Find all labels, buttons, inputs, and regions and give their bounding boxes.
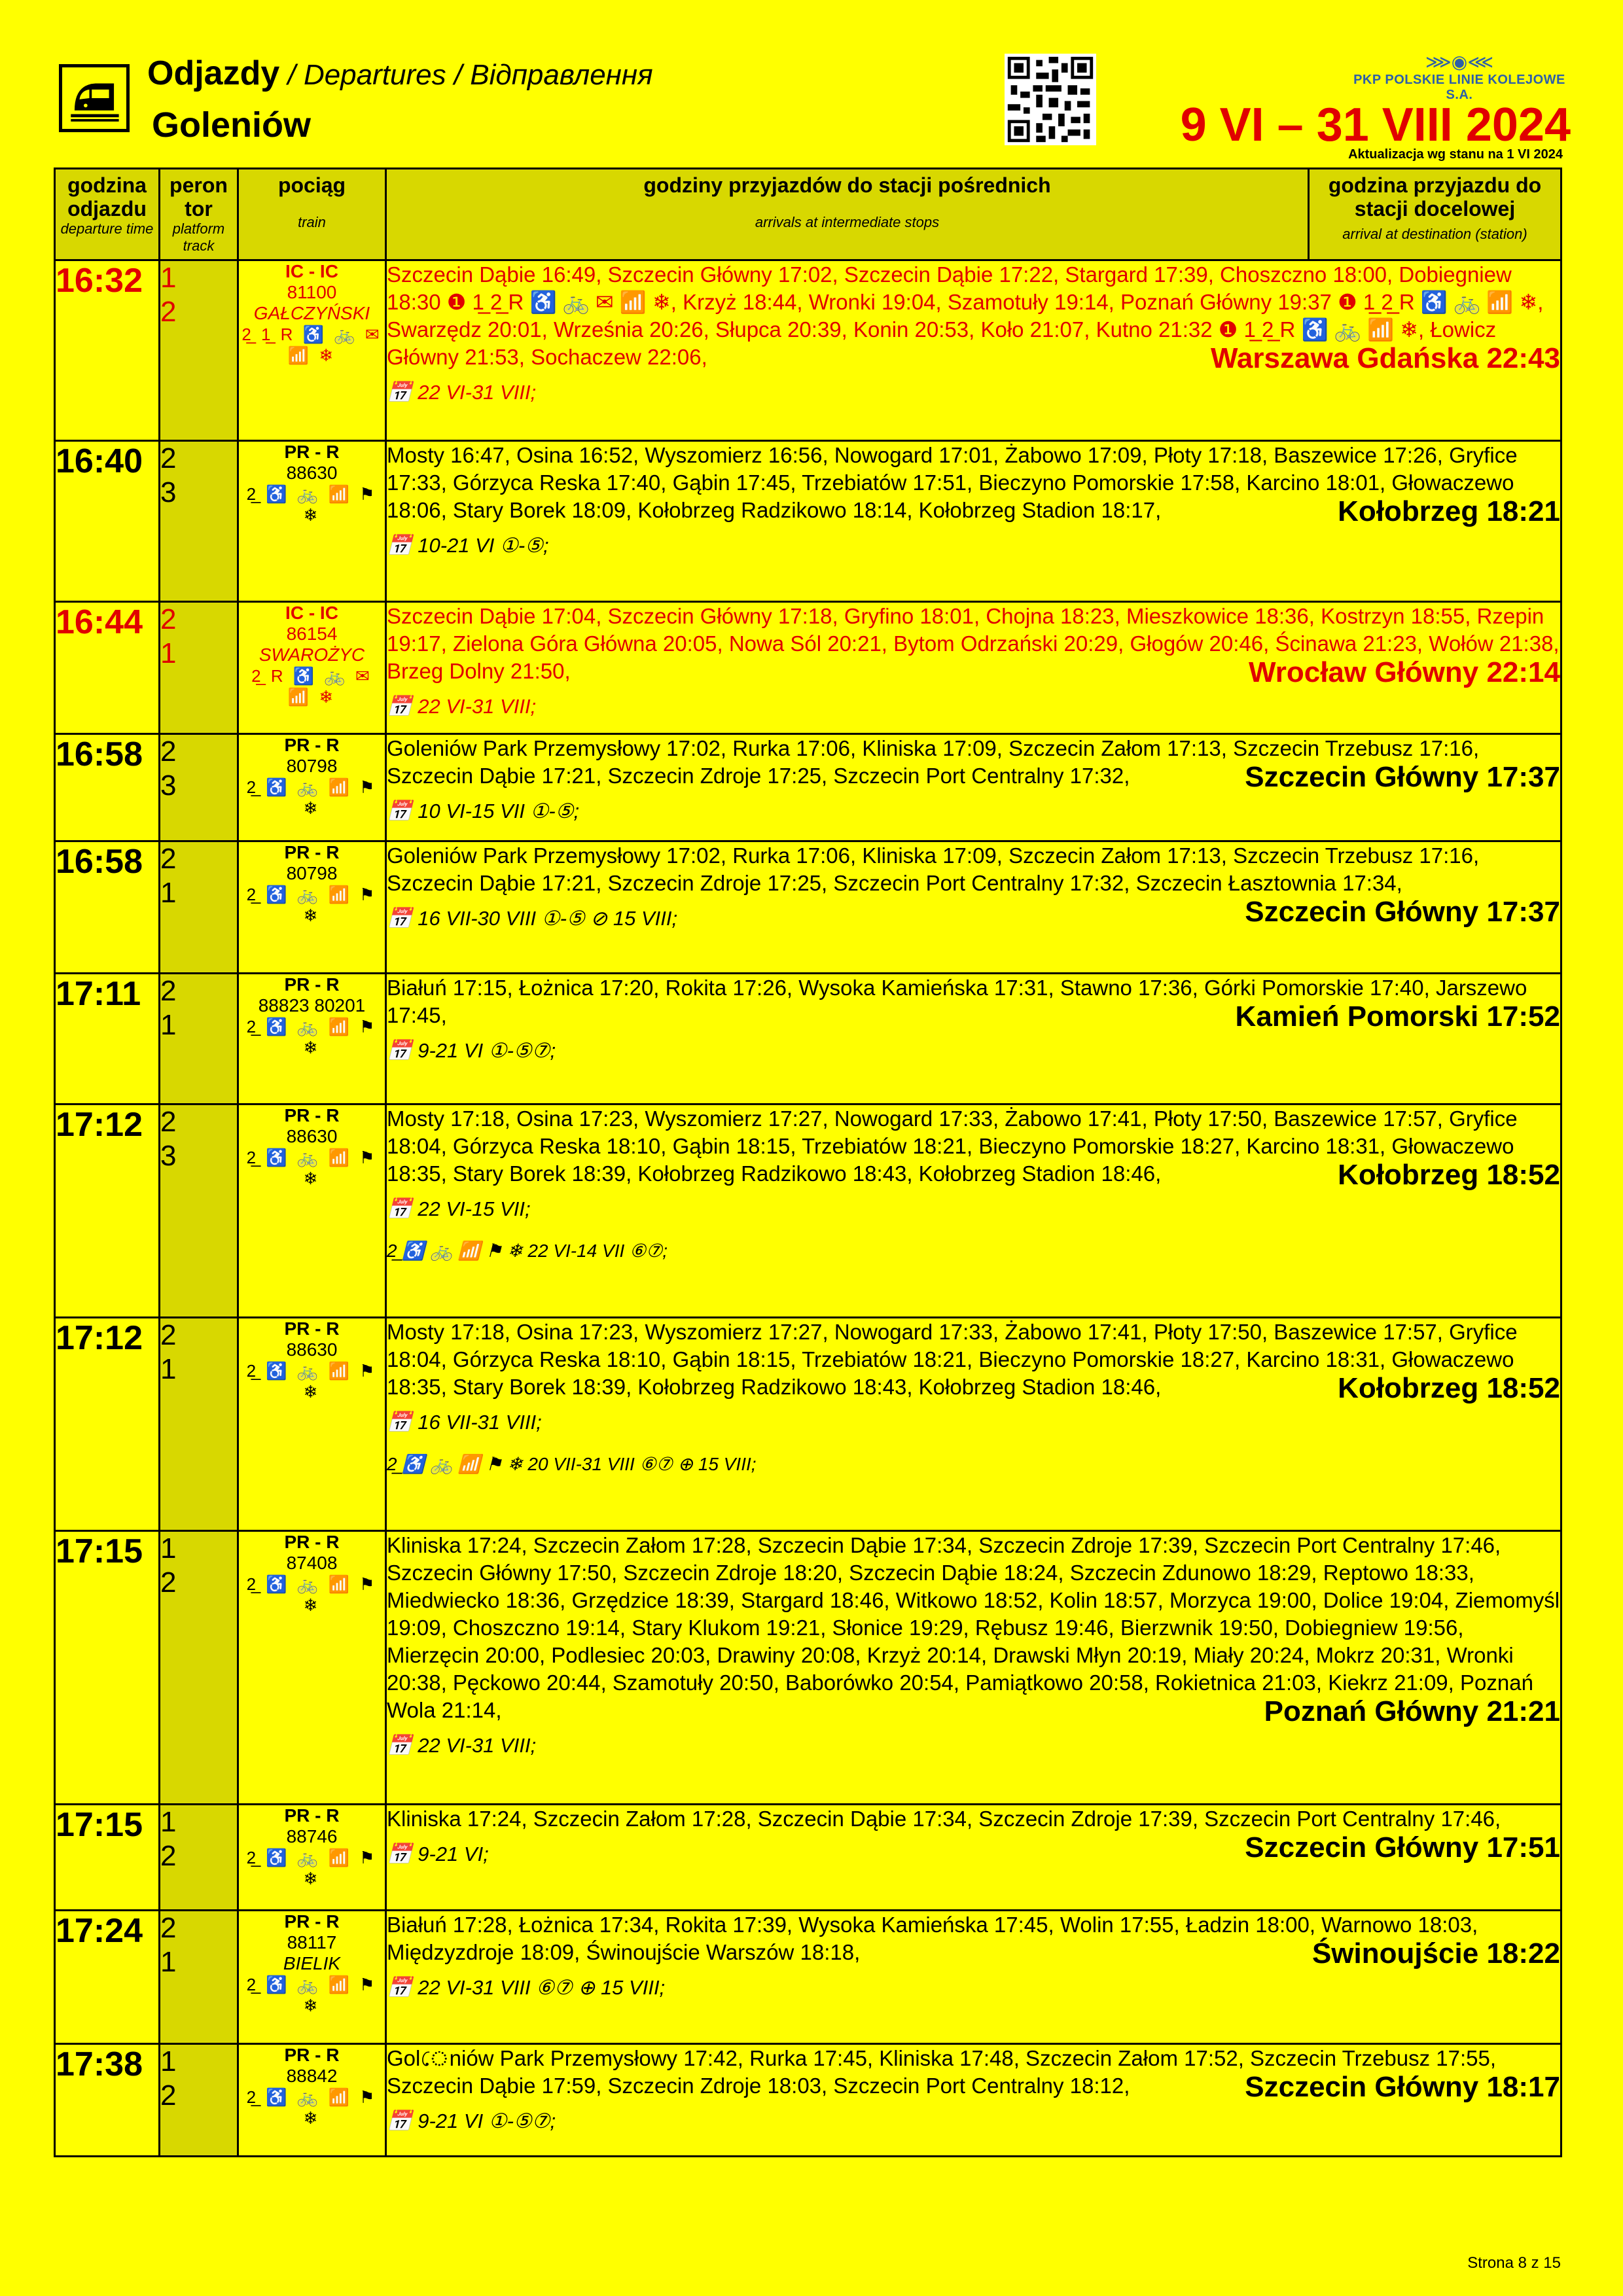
destination: Kołobrzeg 18:52 [1338,1159,1560,1191]
train-info: PR - R 88630 2̲ ♿ 🚲 📶 ⚑ ❄ [238,441,386,602]
platform-track: 1 2 [160,2044,238,2157]
calendar-note-2: 2̲ ♿ 🚲 📶 ⚑ ❄ 20 VII-31 VIII ⑥⑦ ⊕ 15 VIII; [387,1454,757,1474]
platform-track: 2 1 [160,1318,238,1531]
platform-track: 1 2 [160,1531,238,1805]
amenity-icons: 2̲ R ♿ 🚲 ✉ 📶 ❄ [251,666,372,707]
intermediate-stops: Szczecin Dąbie 17:04, Szczecin Główny 17:18, Gryfino 18:01, Chojna 18:23, Mieszkowice 18:36, Kostrzyn 18:55, Rzepin 19:17, Zielona Góra Główna 20:05, Nowa Sól 20:21, Bytom Odrzański 20:29, Głogów 20:46, Ścinawa 21:23, Wołów 21:38, Brzeg Dolny 21:50, [387,604,1560,683]
amenity-icons: 2̲ ♿ 🚲 📶 ⚑ ❄ [246,1361,378,1402]
stops-cell [386,1104,1561,1318]
table-row [55,1805,1561,1911]
calendar-icon: 📅 [387,800,412,822]
stops-cell [386,441,1561,602]
stops-cell [386,841,1561,974]
platform-track: 1 2 [160,1805,238,1911]
stops-cell [386,1531,1561,1805]
departure-time: 17:15 [55,1805,160,1911]
amenity-icons: 2̲ ♿ 🚲 📶 ⚑ ❄ [246,1574,378,1615]
calendar-note: 📅 9-21 VI ①-⑤⑦; [387,2110,556,2132]
train-info: PR - R 88842 2̲ ♿ 🚲 📶 ⚑ ❄ [238,2044,386,2157]
calendar-note: 📅 16 VII-31 VIII; [387,1411,542,1434]
calendar-note: 📅 22 VI-31 VIII ⑥⑦ ⊕ 15 VIII; [387,1976,666,1999]
stops-cell [386,260,1561,441]
calendar-icon: 📅 [387,1039,412,1062]
calendar-note: 📅 9-21 VI; [387,1843,489,1865]
col-stops: godziny przyjazdów do stacji pośrednich arrivals at intermediate stops [386,169,1309,260]
destination: Szczecin Główny 17:37 [1245,761,1560,793]
intermediate-stops: Kliniska 17:24, Szczecin Załom 17:28, Szczecin Dąbie 17:34, Szczecin Zdroje 17:39, Szczecin Port Centralny 17:46, [387,1807,1501,1831]
table-row [55,441,1561,602]
col-departure: godzina odjazdu departure time [55,169,160,260]
destination: Poznań Główny 21:21 [1264,1695,1560,1727]
calendar-note: 📅 10-21 VI ①-⑤; [387,534,549,557]
intermediate-stops: Mosty 16:47, Osina 16:52, Wyszomierz 16:56, Nowogard 17:01, Żabowo 17:09, Płoty 17:18, Baszewice 17:26, Gryfice 17:33, Górzyca Reska 17:40, Gąbin 17:45, Trzebiatów 17:51, Bieczyno Pomorskie 17:58, Karcino 18:01, Głowaczewo 18:06, Stary Borek 18:09, Kołobrzeg Radzikowo 18:14, Kołobrzeg Stadion 18:17, [387,443,1518,522]
destination: Kołobrzeg 18:52 [1338,1372,1560,1404]
departure-time: 17:15 [55,1531,160,1805]
table-row [55,1318,1561,1531]
departure-time: 17:24 [55,1911,160,2044]
calendar-icon: 📅 [387,1411,412,1434]
amenity-icons: 2̲ ♿ 🚲 📶 ⚑ ❄ [246,484,378,525]
table-row [55,2044,1561,2157]
intermediate-stops: Golেniów Park Przemysłowy 17:42, Rurka 17:45, Kliniska 17:48, Szczecin Załom 17:52, Szczecin Trzebusz 17:55, Szczecin Dąbie 17:59, Szczecin Zdroje 18:03, Szczecin Port Centralny 18:12, [387,2046,1497,2098]
table-row [55,1104,1561,1318]
calendar-note: 📅 22 VI-15 VII; [387,1197,531,1220]
calendar-note-2: 2̲ ♿ 🚲 📶 ⚑ ❄ 22 VI-14 VII ⑥⑦; [387,1241,668,1261]
calendar-icon: 📅 [387,1976,412,1999]
platform-track: 2 1 [160,1911,238,2044]
calendar-note: 📅 22 VI-31 VIII; [387,381,537,404]
departure-time: 17:38 [55,2044,160,2157]
stops-cell [386,1911,1561,2044]
train-info: PR - R 88630 2̲ ♿ 🚲 📶 ⚑ ❄ [238,1318,386,1531]
intermediate-stops: Mosty 17:18, Osina 17:23, Wyszomierz 17:27, Nowogard 17:33, Żabowo 17:41, Płoty 17:50, Baszewice 17:57, Gryfice 18:04, Górzyca Reska 18:10, Gąbin 18:15, Trzebiatów 18:21, Bieczyno Pomorskie 18:27, Karcino 18:31, Głowaczewo 18:35, Stary Borek 18:39, Kołobrzeg Radzikowo 18:43, Kołobrzeg Stadion 18:46, [387,1320,1518,1399]
amenity-icons: 2̲ ♿ 🚲 📶 ⚑ ❄ [246,1975,378,2015]
departure-time: 17:12 [55,1104,160,1318]
calendar-icon: 📅 [387,1843,412,1865]
calendar-note: 📅 22 VI-31 VIII; [387,1734,537,1757]
calendar-icon: 📅 [387,1734,412,1757]
destination: Warszawa Gdańska 22:43 [1211,342,1560,374]
wings-icon: ⋙◉⋘ [1425,52,1494,72]
calendar-icon: 📅 [387,695,412,718]
calendar-note: 📅 10 VI-15 VII ①-⑤; [387,800,580,822]
table-row [55,734,1561,841]
intermediate-stops: Białuń 17:15, Łożnica 17:20, Rokita 17:26, Wysoka Kamieńska 17:31, Stawno 17:36, Górki Pomorskie 17:40, Jarszewo 17:45, [387,976,1527,1027]
intermediate-stops: Goleniów Park Przemysłowy 17:02, Rurka 17:06, Kliniska 17:09, Szczecin Załom 17:13, Szczecin Trzebusz 17:16, Szczecin Dąbie 17:21, Szczecin Zdroje 17:25, Szczecin Port Centralny 17:32, Szczecin Łasztownia 17:34, [387,843,1480,895]
platform-track: 1 2 [160,260,238,441]
destination: Szczecin Główny 17:37 [1245,896,1560,928]
intermediate-stops: Szczecin Dąbie 16:49, Szczecin Główny 17:02, Szczecin Dąbie 17:22, Stargard 17:39, Choszczno 18:00, Dobiegniew 18:30 ❶ 1̲ 2̲ R ♿ 🚲 ✉ 📶 ❄, Krzyż 18:44, Wronki 19:04, Szamotuły 19:14, Poznań Główny 19:37 ❶ 1̲ 2̲ R ♿ 🚲 📶 ❄, Swarzędz 20:01, Września 20:26, Słupca 20:39, Konin 20:53, Koło 21:07, Kutno 21:32 ❶ 1̲ 2̲ R ♿ 🚲 📶 ❄, Łowicz Główny 21:53, Sochaczew 22:06, [387,262,1544,369]
platform-track: 2 1 [160,602,238,734]
carrier-logo: ⋙◉⋘ PKP POLSKIE LINIE KOLEJOWE S.A. [1348,51,1571,97]
amenity-icons: 2̲ ♿ 🚲 📶 ⚑ ❄ [246,1148,378,1188]
platform-track: 2 3 [160,1104,238,1318]
train-info: IC - IC 86154 SWAROŻYC 2̲ R ♿ 🚲 ✉ 📶 ❄ [238,602,386,734]
page-title: Odjazdy / Departures / Відправлення [147,54,653,92]
table-row [55,841,1561,974]
table-row [55,260,1561,441]
amenity-icons: 2̲ 1̲ R ♿ 🚲 ✉ 📶 ❄ [241,325,382,365]
train-info: PR - R 88746 2̲ ♿ 🚲 📶 ⚑ ❄ [238,1805,386,1911]
amenity-icons: 2̲ ♿ 🚲 📶 ⚑ ❄ [246,1017,378,1057]
destination: Szczecin Główny 17:51 [1245,1831,1560,1863]
stops-cell [386,1805,1561,1911]
destination: Wrocław Główny 22:14 [1248,656,1560,688]
train-info: PR - R 80798 2̲ ♿ 🚲 📶 ⚑ ❄ [238,734,386,841]
departure-time: 16:58 [55,734,160,841]
calendar-icon: 📅 [387,1197,412,1220]
calendar-note: 📅 9-21 VI ①-⑤⑦; [387,1039,556,1062]
amenity-icons: 2̲ ♿ 🚲 📶 ⚑ ❄ [246,2087,378,2128]
platform-track: 2 3 [160,441,238,602]
table-row [55,1911,1561,2044]
table-header [55,169,1561,260]
train-info: PR - R 88117 BIELIK 2̲ ♿ 🚲 📶 ⚑ ❄ [238,1911,386,2044]
stops-cell [386,734,1561,841]
calendar-icon: 📅 [387,907,412,930]
train-info: PR - R 88630 2̲ ♿ 🚲 📶 ⚑ ❄ [238,1104,386,1318]
table-row [55,602,1561,734]
destination: Kołobrzeg 18:21 [1338,495,1560,527]
train-info: IC - IC 81100 GAŁCZYŃSKI 2̲ 1̲ R ♿ 🚲 ✉ 📶 ❄ [238,260,386,441]
table-row [55,1531,1561,1805]
departure-time: 17:11 [55,974,160,1104]
col-train: pociąg train [238,169,386,260]
calendar-note: 📅 16 VII-30 VIII ①-⑤ ⊘ 15 VIII; [387,907,678,930]
intermediate-stops: Białuń 17:28, Łożnica 17:34, Rokita 17:39, Wysoka Kamieńska 17:45, Wolin 17:55, Ładzin 18:00, Warnowo 18:03, Międzyzdroje 18:09, Świnoujście Warszów 18:18, [387,1913,1478,1964]
stops-cell [386,974,1561,1104]
station-name: Goleniów [152,105,311,145]
destination: Kamień Pomorski 17:52 [1235,1000,1560,1033]
header [0,0,1623,167]
departures-table [54,168,1562,2157]
platform-track: 2 3 [160,734,238,841]
stops-cell [386,602,1561,734]
train-info: PR - R 87408 2̲ ♿ 🚲 📶 ⚑ ❄ [238,1531,386,1805]
stops-cell [386,1318,1561,1531]
platform-track: 2 1 [160,841,238,974]
destination: Świnoujście 18:22 [1311,1937,1560,1969]
stops-cell [386,2044,1561,2157]
calendar-icon: 📅 [387,381,412,404]
amenity-icons: 2̲ ♿ 🚲 📶 ⚑ ❄ [246,885,378,925]
col-destination: godzina przyjazdu do stacji docelowej arrival at destination (station) [1309,169,1561,260]
intermediate-stops: Kliniska 17:24, Szczecin Załom 17:28, Szczecin Dąbie 17:34, Szczecin Zdroje 17:39, Szczecin Port Centralny 17:46, Szczecin Główny 17:50, Szczecin Zdroje 18:20, Szczecin Dąbie 18:24, Szczecin Zdunowo 18:29, Reptowo 18:33, Miedwiecko 18:36, Grzędzice 18:39, Stargard 18:46, Witkowo 18:52, Kolin 18:57, Morzyca 19:00, Dolice 19:04, Ziemomyśl 19:09, Choszczno 19:14, Stary Klukom 19:21, Słonice 19:29, Rębusz 19:46, Bierzwnik 19:50, Dobiegniew 19:56, Mierzęcin 20:00, Podlesiec 20:03, Drawiny 20:08, Krzyż 20:14, Drawski Młyn 20:19, Miały 20:24, Mokrz 20:31, Wronki 20:38, Pęckowo 20:44, Szamotuły 20:50, Baborówko 20:54, Pamiątkowo 20:58, Rokietnica 21:03, Kiekrz 21:09, Poznań Wola 21:14, [387,1533,1560,1722]
page-number: Strona 8 z 15 [1467,2254,1561,2272]
update-note: Aktualizacja wg stanu na 1 VI 2024 [1348,147,1563,162]
platform-track: 2 1 [160,974,238,1104]
departure-time: 16:32 [55,260,160,441]
train-info: PR - R 80798 2̲ ♿ 🚲 📶 ⚑ ❄ [238,841,386,974]
calendar-note: 📅 22 VI-31 VIII; [387,695,537,718]
departure-time: 17:12 [55,1318,160,1531]
departure-time: 16:40 [55,441,160,602]
train-info: PR - R 88823 80201 2̲ ♿ 🚲 📶 ⚑ ❄ [238,974,386,1104]
qr-code-icon [1005,54,1096,145]
table-row [55,974,1561,1104]
col-platform: peron tor platform track [160,169,238,260]
calendar-icon: 📅 [387,2110,412,2132]
departure-time: 16:58 [55,841,160,974]
amenity-icons: 2̲ ♿ 🚲 📶 ⚑ ❄ [246,777,378,818]
train-icon [59,64,130,132]
amenity-icons: 2̲ ♿ 🚲 📶 ⚑ ❄ [246,1848,378,1888]
calendar-icon: 📅 [387,534,412,557]
intermediate-stops: Goleniów Park Przemysłowy 17:02, Rurka 17:06, Kliniska 17:09, Szczecin Załom 17:13, Szczecin Trzebusz 17:16, Szczecin Dąbie 17:21, Szczecin Zdroje 17:25, Szczecin Port Centralny 17:32, [387,736,1480,788]
validity-period: 9 VI – 31 VIII 2024 [1180,99,1571,151]
intermediate-stops: Mosty 17:18, Osina 17:23, Wyszomierz 17:27, Nowogard 17:33, Żabowo 17:41, Płoty 17:50, Baszewice 17:57, Gryfice 18:04, Górzyca Reska 18:10, Gąbin 18:15, Trzebiatów 18:21, Bieczyno Pomorskie 18:27, Karcino 18:31, Głowaczewo 18:35, Stary Borek 18:39, Kołobrzeg Radzikowo 18:43, Kołobrzeg Stadion 18:46, [387,1106,1518,1186]
departure-time: 16:44 [55,602,160,734]
destination: Szczecin Główny 18:17 [1245,2071,1560,2103]
